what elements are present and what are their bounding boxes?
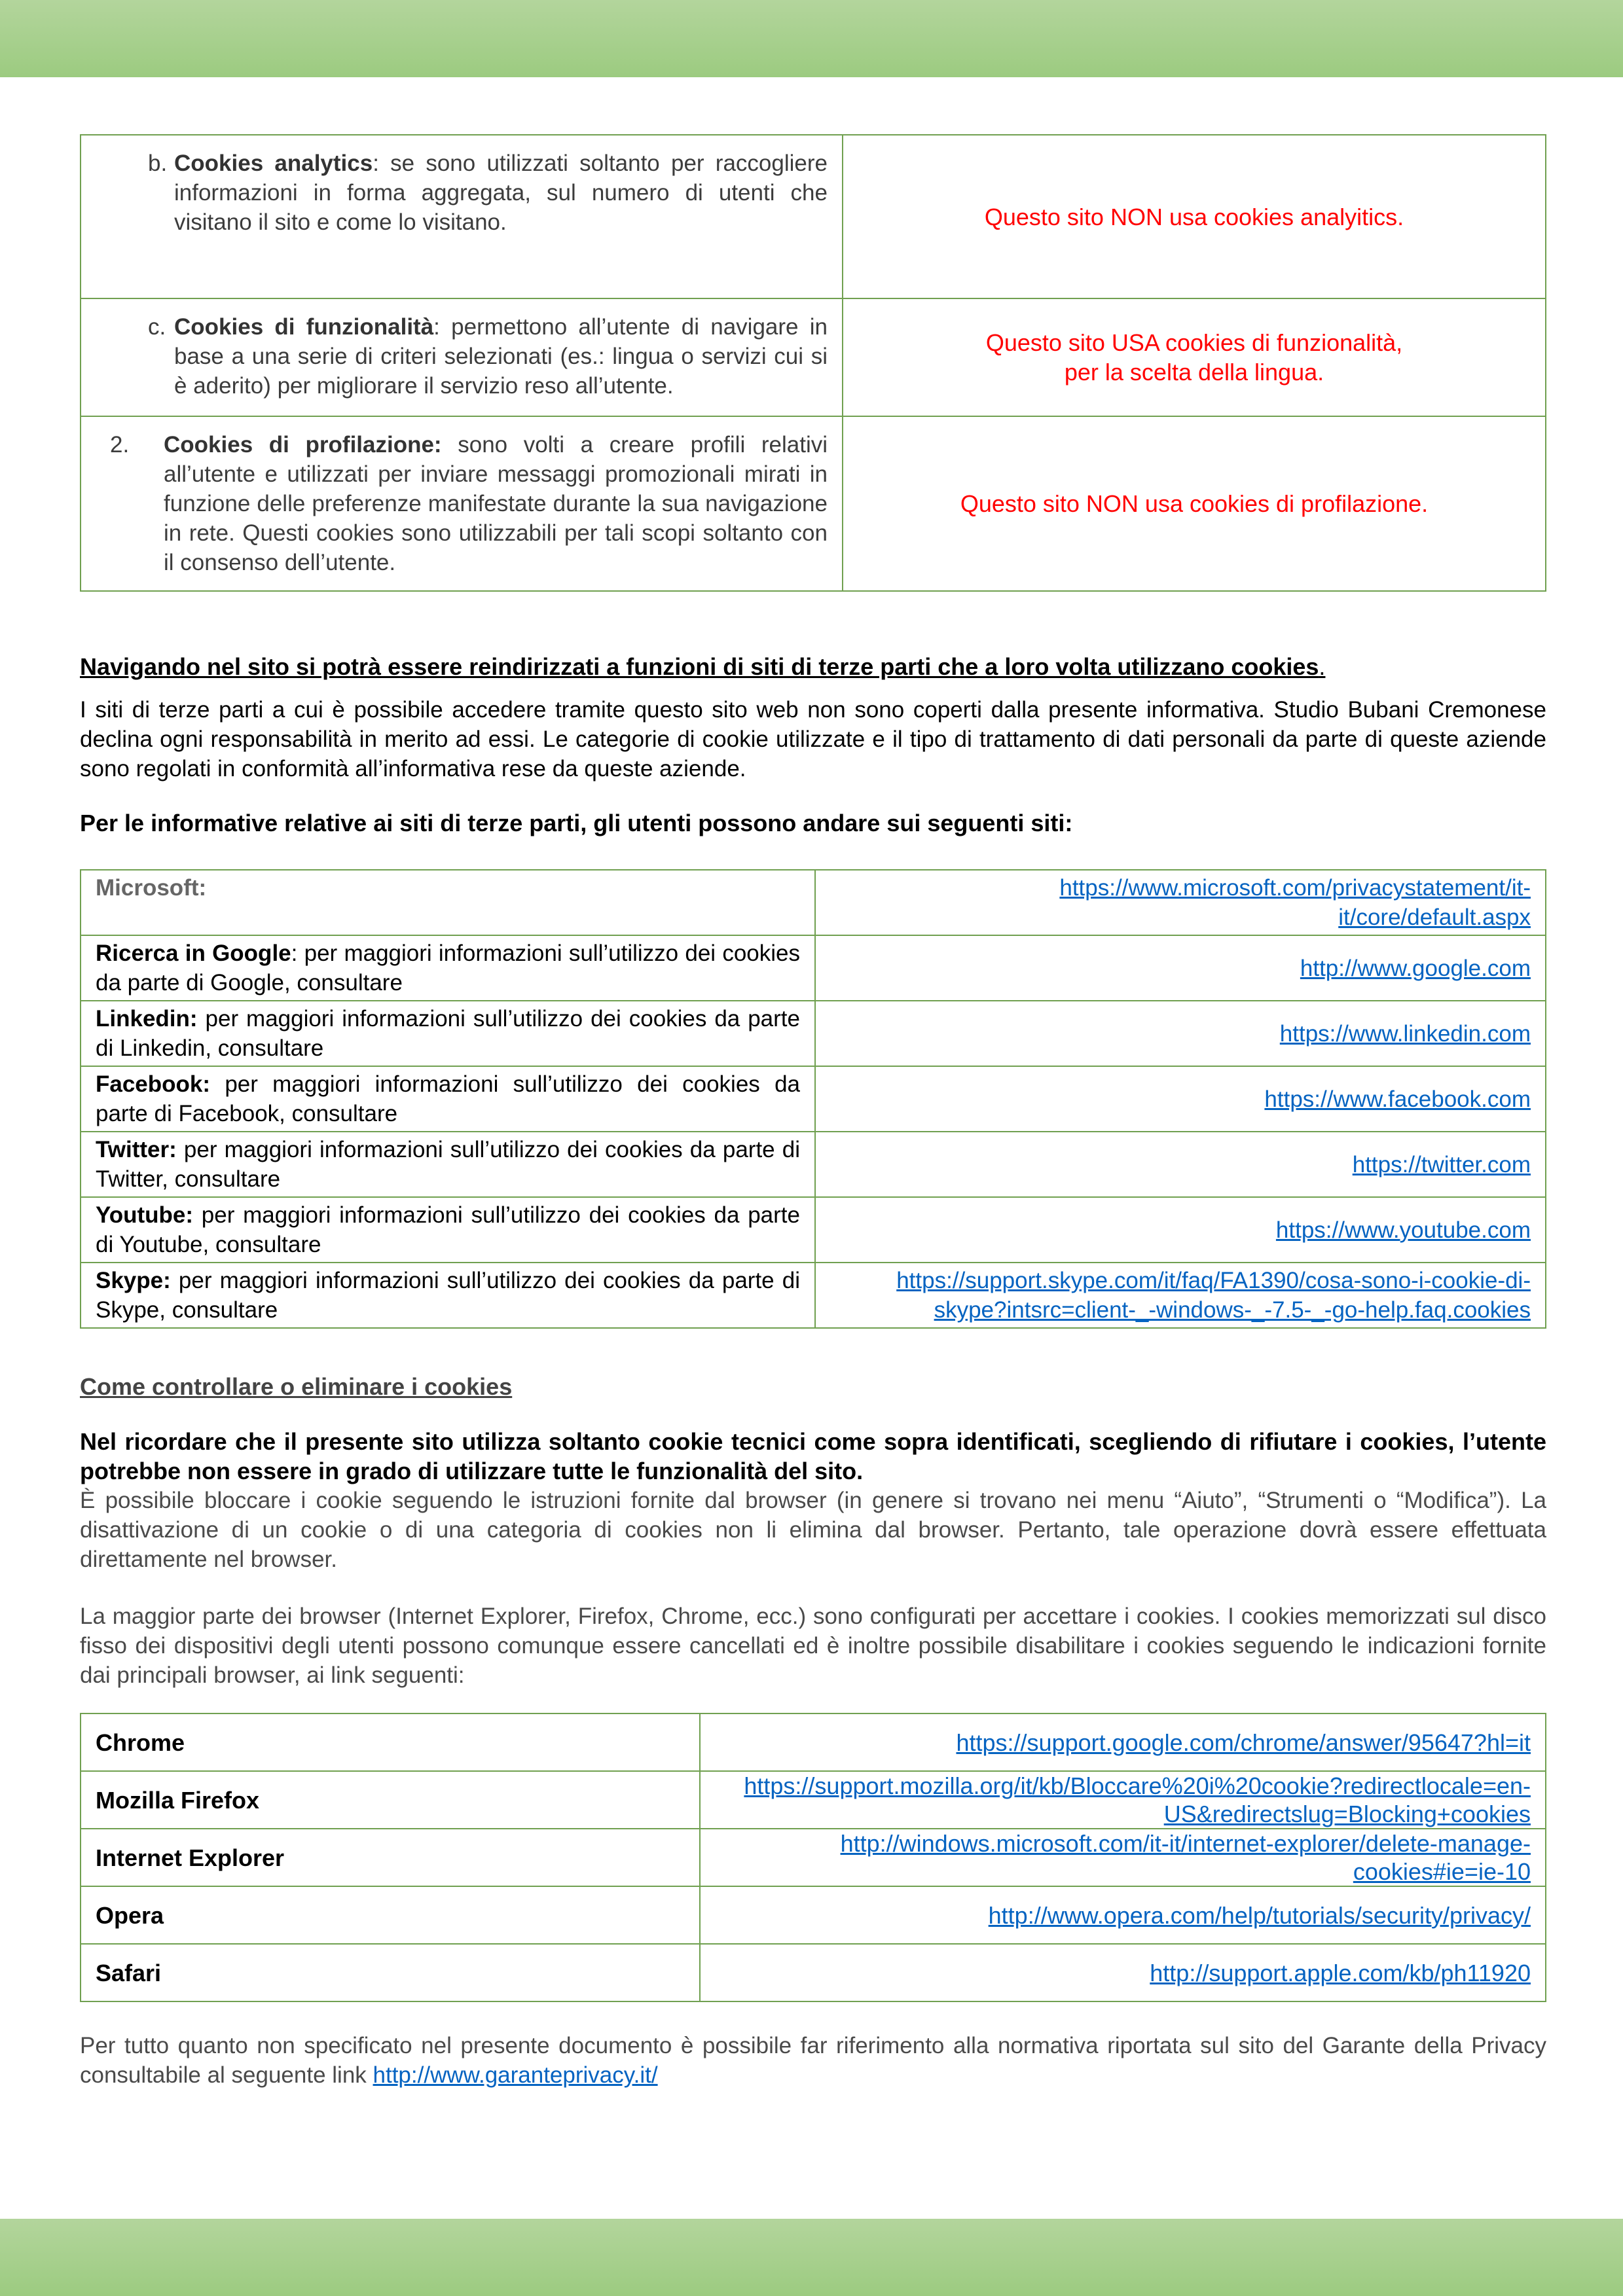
twitter-link-cell bbox=[815, 1132, 1546, 1197]
safari-link[interactable]: http://support.apple.com/kb/ph11920 bbox=[1150, 1959, 1531, 1986]
table-row bbox=[81, 935, 1546, 1001]
table-row bbox=[81, 1886, 1546, 1944]
browsers-section bbox=[80, 1713, 1546, 2002]
third-party-heading: Navigando nel sito si potrà essere reindirizzati a funzioni di siti di terze parti che a loro volta utilizzano cookies. bbox=[80, 653, 1326, 680]
chrome-link-cell bbox=[700, 1713, 1546, 1771]
profiling-answer: Questo sito NON usa cookies di profilazione. bbox=[843, 416, 1546, 591]
youtube-cell: Youtube: per maggiori informazioni sull’utilizzo dei cookies da parte di Youtube, consultare bbox=[81, 1197, 815, 1263]
third-party-section bbox=[80, 653, 1546, 837]
firefox-link-cell bbox=[700, 1771, 1546, 1829]
functionality-answer bbox=[843, 298, 1546, 416]
control-bold-note: Nel ricordare che il presente sito utilizza soltanto cookie tecnici come sopra identificati, scegliendo di rifiutare i cookies, l’utente potrebbe non essere in grado di utilizzare tutte le funzionalità del sito. bbox=[80, 1428, 1546, 1484]
term-profiling: Cookies di profilazione: bbox=[164, 432, 442, 457]
ie-link-cell bbox=[700, 1829, 1546, 1886]
control-paragraph-2: La maggior parte dei browser (Internet Explorer, Firefox, Chrome, ecc.) sono configurati per accettare i cookies. I cookies memorizzati sul disco fisso dei dispositivi degli utenti possono comunque essere cancellati ed è inoltre possibile disabilitare i cookies seguendo le indicazioni fornite dai principali browser, ai link seguenti: bbox=[80, 1604, 1546, 1688]
browser-name-ie: Internet Explorer bbox=[81, 1829, 700, 1886]
opera-link-cell bbox=[700, 1886, 1546, 1944]
control-section bbox=[80, 1373, 1546, 1690]
cookie-types-section bbox=[80, 134, 1546, 592]
header-band bbox=[0, 0, 1623, 77]
table-row bbox=[81, 1197, 1546, 1263]
browser-name-chrome: Chrome bbox=[81, 1713, 700, 1771]
facebook-link[interactable]: https://www.facebook.com bbox=[1264, 1086, 1531, 1112]
facebook-link-cell bbox=[815, 1066, 1546, 1132]
microsoft-link[interactable]: https://www.microsoft.com/privacystatement/it- it/core/default.aspx bbox=[1059, 875, 1531, 930]
table-row bbox=[81, 1944, 1546, 2001]
item-number: c. bbox=[148, 314, 166, 340]
browser-name-opera: Opera bbox=[81, 1886, 700, 1944]
functionality-answer-line1: Questo sito USA cookies di funzionalità, bbox=[985, 329, 1403, 356]
table-row bbox=[81, 1263, 1546, 1328]
linkedin-link[interactable]: https://www.linkedin.com bbox=[1279, 1020, 1531, 1047]
google-link[interactable]: http://www.google.com bbox=[1300, 955, 1531, 981]
term-functionality: Cookies di funzionalità bbox=[174, 314, 434, 340]
browser-name-safari: Safari bbox=[81, 1944, 700, 2001]
table-row bbox=[81, 1771, 1546, 1829]
third-party-paragraph: I siti di terze parti a cui è possibile accedere tramite questo sito web non sono coperti dalla presente informativa. Studio Bubani Cremonese declina ogni responsabilità in merito ad essi. Le categorie di cookie utilizzate e il tipo di trattamento di dati personali da parte di queste aziende sono regolati in conformità all’informativa rese da queste aziende. bbox=[80, 697, 1546, 781]
facebook-cell: Facebook: per maggiori informazioni sull’utilizzo dei cookies da parte di Facebook, consultare bbox=[81, 1066, 815, 1132]
analytics-text: : se sono utilizzati soltanto per raccogliere informazioni in forma aggregata, sul numero di utenti che visitano il sito e come lo visitano. bbox=[174, 151, 828, 235]
chrome-link[interactable]: https://support.google.com/chrome/answer/95647?hl=it bbox=[956, 1729, 1531, 1756]
functionality-text: : permettono all’utente di navigare in base a una serie di criteri selezionati (es.: lingua o servizi cui si è aderito) per migliorare il servizio reso all’utente. bbox=[174, 314, 828, 399]
analytics-description bbox=[81, 135, 843, 298]
item-number: b. bbox=[148, 151, 168, 176]
linkedin-cell: Linkedin: per maggiori informazioni sull’utilizzo dei cookies da parte di Linkedin, consultare bbox=[81, 1001, 815, 1066]
third-party-links bbox=[80, 869, 1546, 1329]
youtube-link[interactable]: https://www.youtube.com bbox=[1275, 1217, 1531, 1243]
term-analytics: Cookies analytics bbox=[174, 151, 373, 176]
functionality-answer-line2: per la scelta della lingua. bbox=[1064, 359, 1324, 386]
google-link-cell bbox=[815, 935, 1546, 1001]
youtube-link-cell bbox=[815, 1197, 1546, 1263]
profiling-description bbox=[81, 416, 843, 591]
browser-name-firefox: Mozilla Firefox bbox=[81, 1771, 700, 1829]
table-row bbox=[81, 1713, 1546, 1771]
garante-link[interactable]: http://www.garanteprivacy.it/ bbox=[373, 2062, 658, 2088]
skype-link-cell bbox=[815, 1263, 1546, 1328]
item-number: 2. bbox=[110, 432, 130, 457]
skype-cell: Skype: per maggiori informazioni sull’utilizzo dei cookies da parte di Skype, consultare bbox=[81, 1263, 815, 1328]
twitter-cell: Twitter: per maggiori informazioni sull’utilizzo dei cookies da parte di Twitter, consultare bbox=[81, 1132, 815, 1197]
third-party-intro: Per le informative relative ai siti di terze parti, gli utenti possono andare sui seguenti siti: bbox=[80, 810, 1073, 836]
control-heading: Come controllare o eliminare i cookies bbox=[80, 1373, 513, 1400]
table-row bbox=[81, 1066, 1546, 1132]
twitter-link[interactable]: https://twitter.com bbox=[1352, 1151, 1531, 1177]
footer-paragraph: Per tutto quanto non specificato nel presente documento è possibile far riferimento alla normativa riportata sul sito del Garante della Privacy consultabile al seguente link http://www.garanteprivacy.it/ bbox=[80, 2033, 1546, 2088]
table-row bbox=[81, 1829, 1546, 1886]
footer-section bbox=[80, 2031, 1546, 2090]
google-cell: Ricerca in Google: per maggiori informazioni sull’utilizzo dei cookies da parte di Google, consultare bbox=[81, 935, 815, 1001]
opera-link[interactable]: http://www.opera.com/help/tutorials/security/privacy/ bbox=[988, 1901, 1531, 1929]
third-party-table bbox=[80, 869, 1546, 1329]
firefox-link[interactable]: https://support.mozilla.org/it/kb/Bloccare%20i%20cookie?redirectlocale=en- US&redirectslug=Blocking+cookies bbox=[744, 1772, 1531, 1827]
profiling-text: sono volti a creare profili relativi all’utente e utilizzati per inviare messaggi promozionali mirati in funzione delle preferenze manifestate durante la sua navigazione in rete. Questi cookies sono utilizzabili per tali scopi soltanto con il consenso dell’utente. bbox=[164, 432, 828, 575]
control-paragraph-1: È possibile bloccare i cookie seguendo le istruzioni fornite dal browser (in genere si trovano nei menu “Aiuto”, “Strumenti o “Modifica”). La disattivazione di un cookie o di una categoria di cookies non li elimina dal browser. Pertanto, tale operazione dovrà essere effettuata direttamente nel browser. bbox=[80, 1488, 1546, 1572]
microsoft-link-cell bbox=[815, 870, 1546, 935]
table-row bbox=[81, 1132, 1546, 1197]
table-row bbox=[81, 416, 1546, 591]
linkedin-link-cell bbox=[815, 1001, 1546, 1066]
cookie-types-table bbox=[80, 134, 1546, 592]
microsoft-cell: Microsoft: bbox=[81, 870, 815, 935]
table-row bbox=[81, 135, 1546, 298]
functionality-description bbox=[81, 298, 843, 416]
browsers-table bbox=[80, 1713, 1546, 2002]
table-row bbox=[81, 1001, 1546, 1066]
footer-band bbox=[0, 2219, 1623, 2296]
safari-link-cell bbox=[700, 1944, 1546, 2001]
analytics-answer: Questo sito NON usa cookies analyitics. bbox=[843, 135, 1546, 298]
table-row bbox=[81, 870, 1546, 935]
ie-link[interactable]: http://windows.microsoft.com/it-it/internet-explorer/delete-manage- cookies#ie=ie-10 bbox=[840, 1830, 1531, 1885]
table-row bbox=[81, 298, 1546, 416]
skype-link[interactable]: https://support.skype.com/it/faq/FA1390/cosa-sono-i-cookie-di- skype?intsrc=client-_-windows-_-7.5-_-go-help.faq.cookies bbox=[896, 1268, 1531, 1323]
